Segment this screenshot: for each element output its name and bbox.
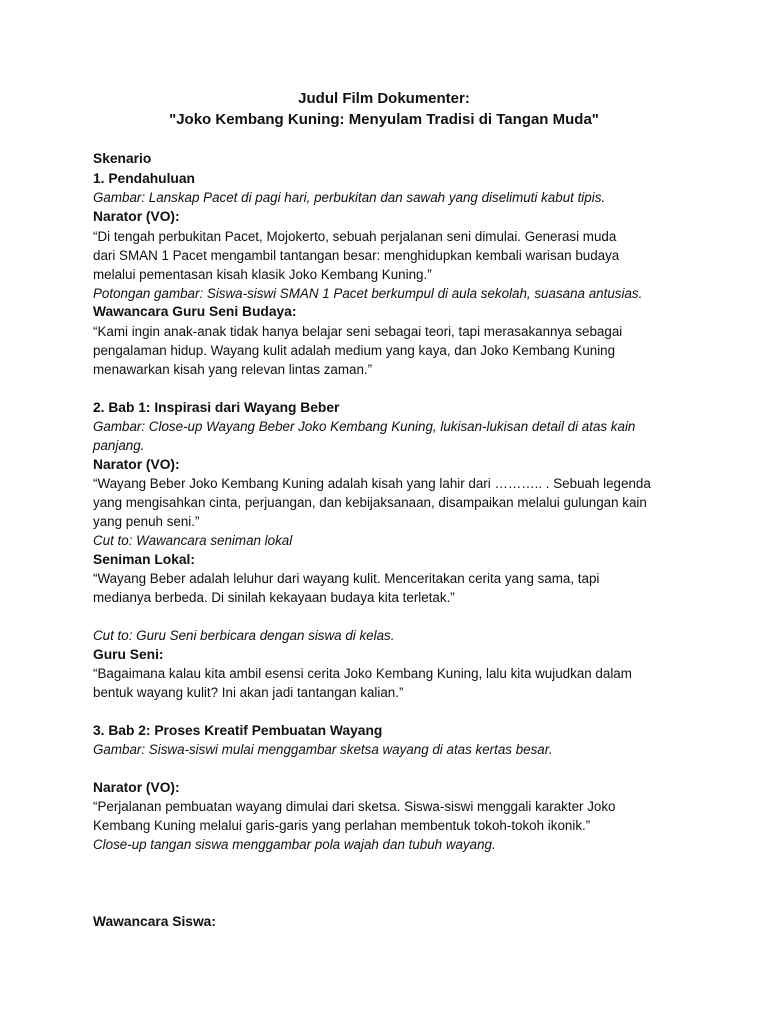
shot-description: Close-up tangan siswa menggambar pola wajah dan tubuh wayang.	[93, 837, 496, 852]
dialogue-line: “Wayang Beber adalah leluhur dari wayang kulit. Menceritakan cerita yang sama, tapi	[93, 571, 600, 586]
dialogue-line: “Di tengah perbukitan Pacet, Mojokerto, sebuah perjalanan seni dimulai. Generasi muda	[93, 229, 617, 244]
dialogue-line: medianya berbeda. Di sinilah kekayaan budaya kita terletak.”	[93, 590, 455, 605]
shot-description: Gambar: Close-up Wayang Beber Joko Kembang Kuning, lukisan-lukisan detail di atas kain	[93, 419, 636, 434]
dialogue-line: dari SMAN 1 Pacet mengambil tantangan besar: menghidupkan kembali warisan budaya	[93, 248, 620, 263]
shot-description: Gambar: Lanskap Pacet di pagi hari, perbukitan dan sawah yang diselimuti kabut tipis.	[93, 190, 606, 205]
dialogue-line: pengalaman hidup. Wayang kulit adalah medium yang kaya, dan Joko Kembang Kuning	[93, 343, 616, 358]
dialogue-line: “Bagaimana kalau kita ambil esensi cerita Joko Kembang Kuning, lalu kita wujudkan dalam	[93, 666, 632, 681]
dialogue-line: bentuk wayang kulit? Ini akan jadi tantangan kalian.”	[93, 685, 404, 700]
section-heading: 2. Bab 1: Inspirasi dari Wayang Beber	[93, 400, 340, 415]
dialogue-line: “Kami ingin anak-anak tidak hanya belajar seni sebagai teori, tapi merasakannya sebagai	[93, 324, 623, 339]
dialogue-line: menawarkan kisah yang relevan lintas zaman.”	[93, 362, 373, 377]
dialogue-line: yang penuh seni.”	[93, 514, 200, 529]
speaker-label: Narator (VO):	[93, 780, 180, 795]
speaker-label: Seniman Lokal:	[93, 552, 195, 567]
speaker-label: Narator (VO):	[93, 457, 180, 472]
section-heading: 3. Bab 2: Proses Kreatif Pembuatan Wayang	[93, 723, 383, 738]
shot-description: Cut to: Wawancara seniman lokal	[93, 533, 293, 548]
shot-description: Gambar: Siswa-siswi mulai menggambar sketsa wayang di atas kertas besar.	[93, 742, 553, 757]
dialogue-line: melalui pementasan kisah klasik Joko Kembang Kuning.”	[93, 267, 432, 282]
dialogue-line: yang mengisahkan cinta, perjuangan, dan kebijaksanaan, disampaikan melalui gulungan kain	[93, 495, 647, 510]
document-title-line2: "Joko Kembang Kuning: Menyulam Tradisi di Tangan Muda"	[169, 111, 599, 128]
section-heading: 1. Pendahuluan	[93, 171, 195, 186]
dialogue-line: Kembang Kuning melalui garis-garis yang perlahan membentuk tokoh-tokoh ikonik.”	[93, 818, 591, 833]
shot-description: panjang.	[93, 438, 145, 453]
dialogue-line: “Wayang Beber Joko Kembang Kuning adalah kisah yang lahir dari ……….. . Sebuah legenda	[93, 476, 651, 491]
speaker-label: Wawancara Guru Seni Budaya:	[93, 304, 297, 319]
speaker-label: Guru Seni:	[93, 647, 164, 662]
scenario-heading: Skenario	[93, 151, 152, 166]
shot-description: Cut to: Guru Seni berbicara dengan siswa di kelas.	[93, 628, 395, 643]
document-title-line1: Judul Film Dokumenter:	[298, 90, 470, 107]
speaker-label: Wawancara Siswa:	[93, 914, 216, 929]
speaker-label: Narator (VO):	[93, 209, 180, 224]
dialogue-line: “Perjalanan pembuatan wayang dimulai dari sketsa. Siswa-siswi menggali karakter Joko	[93, 799, 616, 814]
shot-description: Potongan gambar: Siswa-siswi SMAN 1 Pacet berkumpul di aula sekolah, suasana antusias.	[93, 286, 643, 301]
